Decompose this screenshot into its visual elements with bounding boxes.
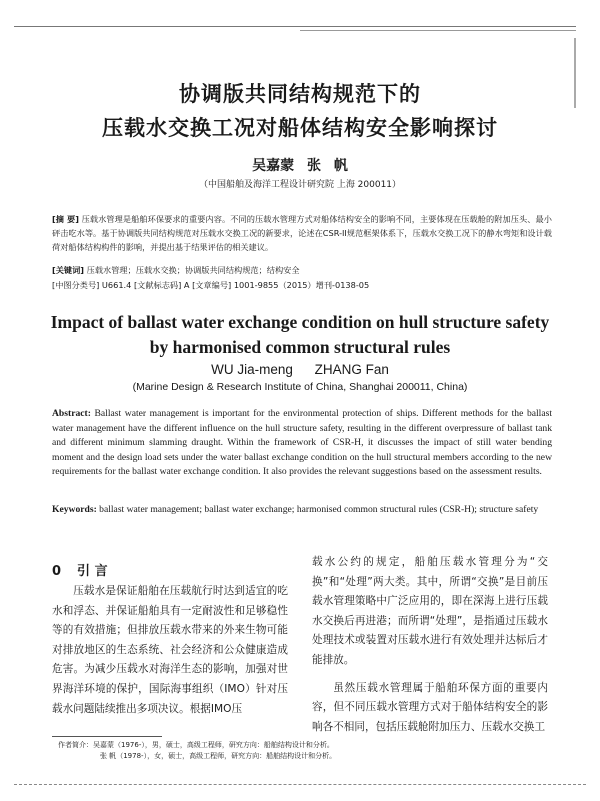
footnote-line: 作者简介：吴嘉蒙（1976-），男，硕士，高级工程师，研究方向：船舶结构设计和分析。 <box>58 741 334 749</box>
cn-abstract <box>52 212 552 254</box>
cn-keywords-label: [关键词] <box>52 265 85 275</box>
section-heading <box>52 560 124 579</box>
footnote <box>58 740 538 762</box>
en-abstract-label: Abstract: <box>52 408 91 419</box>
body-column-left <box>52 582 288 719</box>
en-author-1: WU Jia-meng <box>211 362 293 377</box>
cn-authors: 吴嘉蒙 张 帆 <box>252 158 348 174</box>
cn-title-line2: 压载水交换工况对船体结构安全影响探讨 <box>102 116 498 140</box>
cn-keywords <box>52 263 552 277</box>
cn-title-line1: 协调版共同结构规范下的 <box>179 82 421 106</box>
body-column-right <box>312 553 548 737</box>
header-rule-secondary <box>300 30 576 31</box>
cn-keywords-text: 压载水管理；压载水交换；协调版共同结构规范；结构安全 <box>86 265 300 275</box>
body-paragraph: 虽然压载水管理属于船舶环保方面的重要内容，但不同压载水管理方式对于船体结构安全的影响各不相同，包括压载舱附加压力、压载水交换工 <box>312 681 548 733</box>
en-authors <box>0 362 600 377</box>
footnote-rule <box>52 736 162 737</box>
section-title: 引 言 <box>77 564 108 579</box>
cn-affiliation: （中国船舶及海洋工程设计研究院 上海 200011） <box>198 180 402 190</box>
en-title-line2: by harmonised common structural rules <box>149 337 451 357</box>
en-keywords <box>52 503 552 518</box>
en-title-line1: Impact of ballast water exchange condition on hull structure safety <box>50 312 550 332</box>
cn-abstract-label: [摘 要] <box>52 214 79 224</box>
en-abstract-text: Ballast water management is important for the environmental protection of ships. Different methods for the ballast water management have the different influence on the hull structure safety, resulting in the different overpressure of ballast tank and different minimum slamming draught. Within the framework of CSR-H, it discusses the impact of still water bending moment and the design load sets under the water ballast exchange condition on the hull structural members according to the new requirements for the ballast water exchange condition. It also provides the relevant suggestions based on the assessment results. <box>52 408 552 478</box>
bottom-rule <box>14 784 586 785</box>
en-affiliation: (Marine Design & Research Institute of China, Shanghai 200011, China) <box>132 381 468 393</box>
cn-abstract-text: 压载水管理是船舶环保要求的重要内容。不同的压载水管理方式对船体结构安全的影响不同，主要体现在压载舱的附加压头、最小砰击吃水等。基于协调版共同结构规范对压载水交换工况的新要求，论述在CSR-II规范框架体系下，压载水交换工况下的静水弯矩和设计载荷对船体结构构件的影响，并提出基于结果评估的相关建议。 <box>52 214 552 252</box>
en-abstract <box>52 407 552 480</box>
body-paragraph: 载水公约的规定，船舶压载水管理分为“交换”和“处理”两大类。其中，所谓“交换”是目前压载水管理策略中广泛应用的，即在深海上进行压载水交换后再进港；而所谓“处理”，是指通过压载水处理技术或装置对压载水进行有效处理并达标后才能排放。 <box>312 556 548 666</box>
en-keywords-label: Keywords: <box>52 504 97 515</box>
header-rule <box>14 26 576 27</box>
footnote-line: 张 帆（1978-），女，硕士，高级工程师，研究方向：船舶结构设计和分析。 <box>100 752 337 760</box>
en-keywords-text: ballast water management; ballast water exchange; harmonised common structural rules (CSR-H); structure safety <box>99 504 539 515</box>
cn-classification: [中图分类号] U661.4 [文献标志码] A [文章编号] 1001-9855（2015）增刊-0138-05 <box>52 280 370 290</box>
en-author-2: ZHANG Fan <box>314 362 389 377</box>
body-paragraph: 压载水是保证船舶在压载航行时达到适宜的吃水和浮态、并保证船舶具有一定耐波性和足够稳性等的有效措施；但排放压载水带来的外来生物可能对排放地区的生态系统、社会经济和公众健康造成危害。为减少压载水对海洋生态的影响，加强对世界海洋环境的保护，国际海事组织（IMO）针对压载水问题陆续推出多项决议。根据IMO压 <box>52 585 288 715</box>
section-number: 0 <box>52 564 62 579</box>
